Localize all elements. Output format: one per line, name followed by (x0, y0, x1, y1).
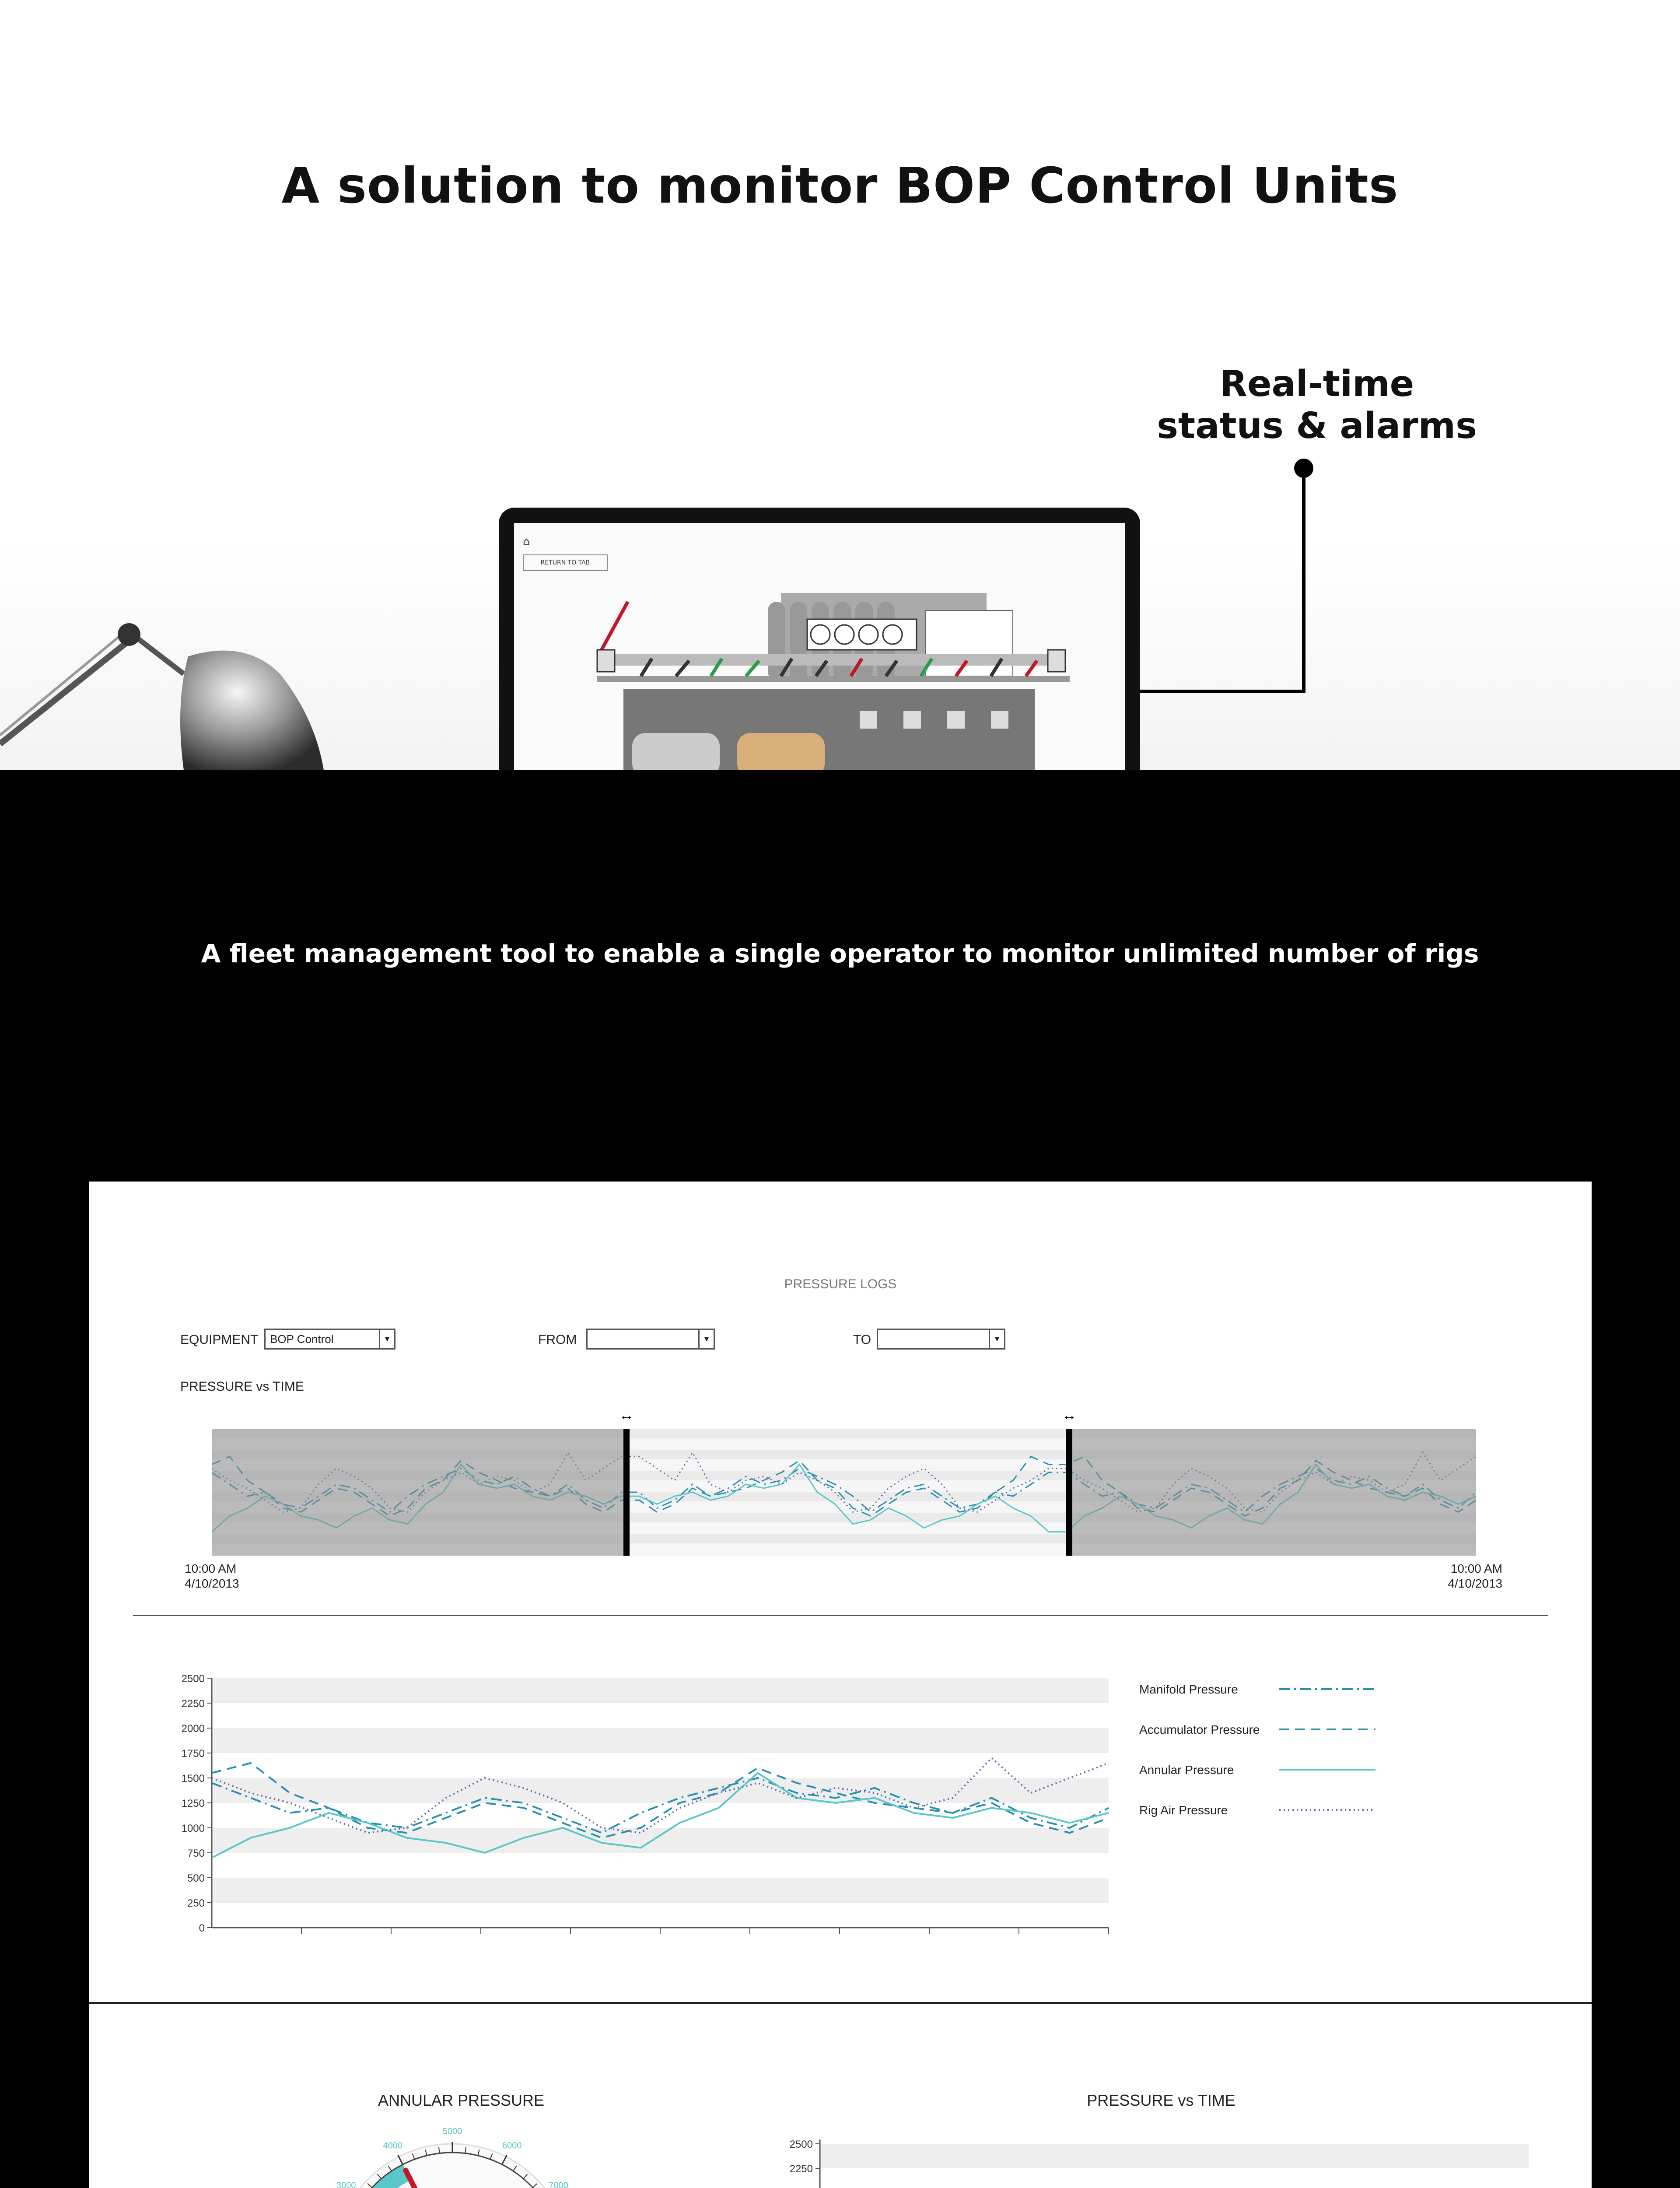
range-start-label: 10:00 AM 4/10/2013 (185, 1562, 239, 1590)
pressure-detail-chart (168, 1669, 1166, 1985)
grid-band (212, 1728, 1109, 1753)
to-label: TO (853, 1332, 872, 1347)
pressure-area-chart (776, 2135, 1546, 2188)
desk-lamp-image (0, 604, 332, 770)
y-tick-label: 1750 (181, 1748, 205, 1760)
grid-band (212, 1828, 1109, 1853)
gauge-tick-label: 5000 (442, 2127, 462, 2136)
annular-pressure-gauge (286, 2126, 619, 2188)
resize-arrow-icon: ↔ (1062, 1407, 1077, 1424)
y-tick-label: 250 (187, 1897, 205, 1909)
gauge-tick-label: 6000 (502, 2141, 522, 2151)
gauge-tick-label: 4000 (383, 2141, 403, 2151)
laptop-screen (514, 523, 1125, 770)
y-tick-label: 2000 (181, 1723, 205, 1735)
hero-section (0, 0, 1680, 770)
gauge-title: ANNULAR PRESSURE (378, 2091, 545, 2109)
from-date-select[interactable] (586, 1329, 715, 1350)
gauge-tick-label: 7000 (549, 2181, 568, 2188)
chevron-down-icon: ▾ (698, 1330, 714, 1348)
y-tick-label: 1500 (181, 1773, 205, 1785)
y-tick-label: 0 (199, 1922, 205, 1934)
grid-band (212, 1778, 1109, 1803)
return-to-tab-button[interactable]: RETURN TO TAB (523, 554, 608, 571)
to-date-select[interactable] (877, 1329, 1005, 1350)
y-tick-label: 2250 (789, 2163, 813, 2175)
range-mask-left (212, 1429, 626, 1556)
section-subtitle: A fleet management tool to enable a single operator to monitor unlimited number of rigs (201, 939, 1479, 968)
grid-band (212, 1678, 1109, 1703)
pressure-logs-panel (89, 1182, 1592, 2002)
range-handle-left (623, 1429, 630, 1556)
pressure-legend (1139, 1676, 1446, 1820)
callout-text: Real-time status & alarms (1157, 363, 1477, 447)
grid-band (212, 1878, 1109, 1903)
y-tick-label: 750 (187, 1848, 205, 1859)
overview-chart-label: PRESSURE vs TIME (180, 1379, 304, 1394)
equipment-label: EQUIPMENT (180, 1332, 259, 1347)
gauge-panel (89, 2004, 1592, 2188)
from-label: FROM (538, 1332, 577, 1347)
y-tick-label: 1250 (181, 1798, 205, 1809)
legend-label: Rig Air Pressure (1139, 1803, 1228, 1817)
y-tick-label: 1000 (181, 1823, 205, 1834)
resize-arrow-icon: ↔ (619, 1407, 634, 1424)
range-end-label: 10:00 AM 4/10/2013 (1448, 1562, 1502, 1590)
chevron-down-icon: ▾ (989, 1330, 1004, 1348)
y-tick-label: 2500 (181, 1673, 205, 1685)
legend-label: Manifold Pressure (1139, 1683, 1238, 1696)
legend-label: Annular Pressure (1139, 1763, 1234, 1777)
overview-time-range-chart[interactable] (212, 1407, 1480, 1560)
gauge-tick-label: 3000 (336, 2181, 356, 2188)
chevron-down-icon: ▾ (379, 1330, 394, 1348)
area-chart-title: PRESSURE vs TIME (1087, 2091, 1236, 2109)
divider (133, 1615, 1548, 1616)
range-handle-right (1066, 1429, 1072, 1556)
home-icon[interactable]: ⌂ (523, 535, 530, 548)
range-mask-right (1069, 1429, 1476, 1556)
bop-control-unit-diagram (553, 584, 1087, 770)
pressure-logs-title: PRESSURE LOGS (784, 1277, 897, 1291)
legend-label: Accumulator Pressure (1139, 1723, 1260, 1736)
grid-band (820, 2144, 1529, 2168)
equipment-select[interactable]: BOP Control ▾ (264, 1329, 396, 1350)
y-tick-label: 2500 (789, 2139, 813, 2150)
hero-title: A solution to monitor BOP Control Units (281, 158, 1399, 214)
y-tick-label: 2250 (181, 1698, 205, 1710)
y-tick-label: 500 (187, 1872, 205, 1884)
